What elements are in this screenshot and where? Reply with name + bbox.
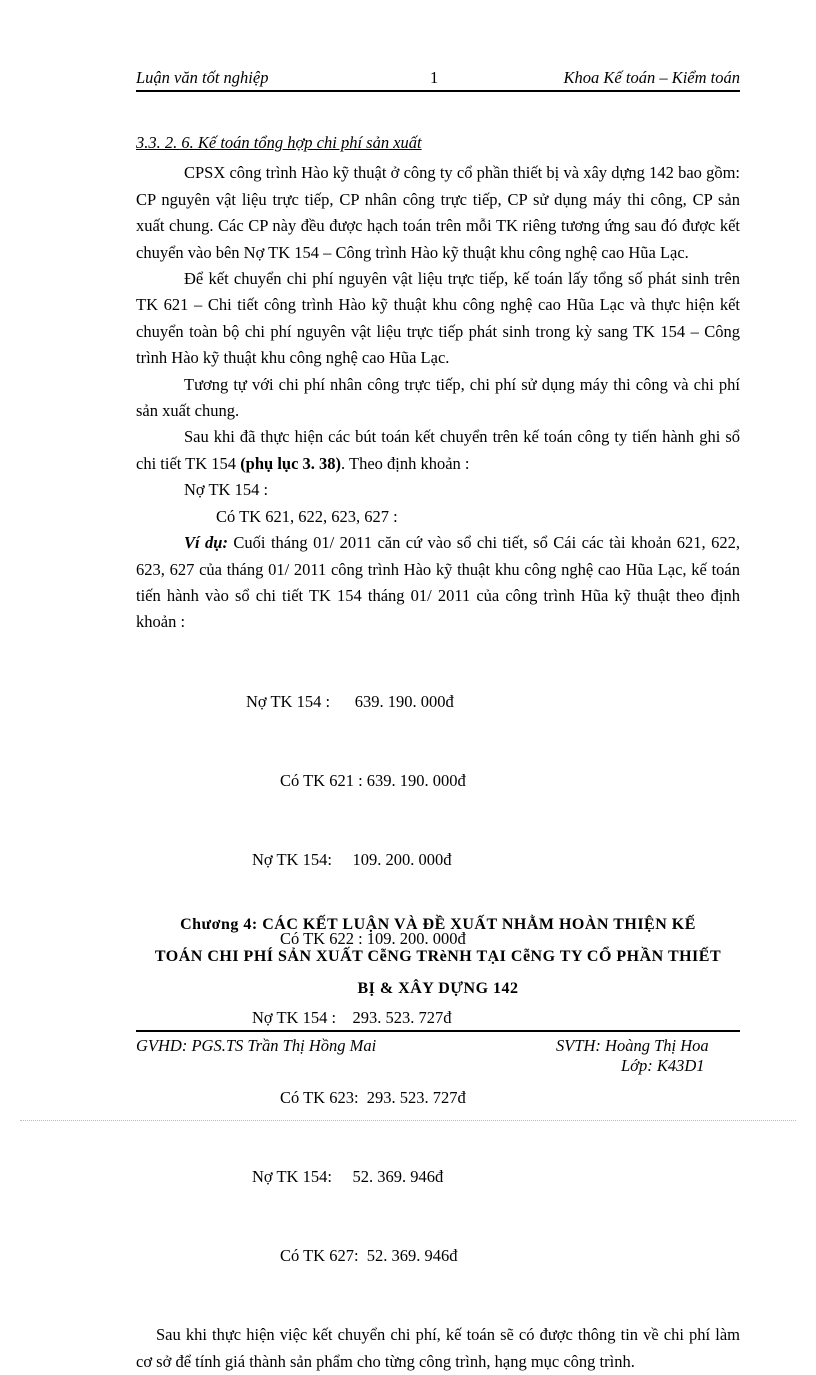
- footer-student: SVTH: Hoàng Thị Hoa: [556, 1036, 709, 1055]
- entry-debit: Nợ TK 154 : 293. 523. 727đ: [252, 1008, 452, 1028]
- page-number: 1: [430, 68, 439, 87]
- document-body: [136, 130, 740, 1375]
- entry-credit: Có TK 623: 293. 523. 727đ: [280, 1087, 466, 1107]
- footer-rule: [136, 1030, 740, 1032]
- page-edge: [20, 1120, 796, 1121]
- footer-supervisor: GVHD: PGS.TS Trần Thị Hồng Mai: [136, 1036, 377, 1055]
- entry-credit: Có TK 627: 52. 369. 946đ: [280, 1246, 458, 1266]
- entry-debit: Nợ TK 154: 52. 369. 946đ: [252, 1166, 444, 1186]
- section-title: 3.3. 2. 6. Kế toán tổng hợp chi phí sản xuất: [136, 133, 422, 152]
- header-right: Khoa Kế toán – Kiểm toán: [563, 68, 740, 87]
- paragraph-4: Sau khi đã thực hiện các bút toán kết chuyển trên kế toán công ty tiến hành ghi sổ chi tiết TK 154 (phụ lục 3. 38). Theo định khoản :: [136, 427, 740, 473]
- paragraph-1: CPSX công trình Hào kỹ thuật ở công ty cổ phần thiết bị và xây dựng 142 bao gồm: CP nguyên vật liệu trực tiếp, CP nhân công trực tiếp, CP sử dụng máy thi công, CP sản xuất chung. Các CP này đều được hạch toán trên mỗi TK riêng tương ứng sau đó được kết chuyển vào bên Nợ TK 154 – Công trình Hào kỹ thuật khu công nghệ cao Hũa Lạc.: [136, 163, 740, 262]
- header-left: Luận văn tốt nghiệp: [136, 68, 269, 87]
- final-paragraph: Sau khi thực hiện việc kết chuyển chi phí, kế toán sẽ có được thông tin về chi phí làm cơ sở để tính giá thành sản phẩm cho từng công trình, hạng mục công trình.: [136, 1325, 740, 1371]
- paragraph-2: Để kết chuyển chi phí nguyên vật liệu trực tiếp, kế toán lấy tổng số phát sinh trên TK 621 – Chi tiết công trình Hào kỹ thuật khu công nghệ cao Hũa Lạc và thực hiện kết chuyển toàn bộ chi phí nguyên vật liệu trực tiếp phát sinh trong kỳ sang TK 154 – Công trình Hào kỹ thuật khu công nghệ cao Hũa Lạc.: [136, 269, 740, 368]
- no-line: Nợ TK 154 :: [184, 480, 269, 500]
- paragraph-3: Tương tự với chi phí nhân công trực tiếp, chi phí sử dụng máy thi công và chi phí sản xuất chung.: [136, 374, 740, 421]
- entry-credit: Có TK 622 : 109. 200. 000đ: [280, 929, 466, 949]
- footer-class: Lớp: K43D1: [621, 1056, 705, 1075]
- entry-debit: Nợ TK 154: 109. 200. 000đ: [252, 849, 452, 869]
- header-rule: [136, 90, 740, 92]
- entry-credit: Có TK 621 : 639. 190. 000đ: [280, 770, 466, 790]
- chapter-heading: Chương 4: CÁC KẾT LUẬN VÀ ĐỀ XUẤT NHẰM HOÀN THIỆN KẾ TOÁN CHI PHÍ SẢN XUẤT CễNG TRèNH TẠI CễNG TY CỔ PHẦN THIẾT BỊ & XÂY DỰNG 142: [154, 916, 722, 997]
- entry-debit: Nợ TK 154 : 639. 190. 000đ: [246, 691, 454, 711]
- co-line: Có TK 621, 622, 623, 627 :: [216, 506, 398, 526]
- example-paragraph: Ví dụ: Cuối tháng 01/ 2011 căn cứ vào sổ chi tiết, sổ Cái các tài khoản 621, 622, 623, 627 của tháng 01/ 2011 công trình Hào kỹ thuật khu công nghệ cao Hũa Lạc, kế toán tiến hành vào sổ chi tiết TK 154 tháng 01/ 2011 của công trình Hũa kỹ thuật theo định khoản :: [136, 533, 741, 632]
